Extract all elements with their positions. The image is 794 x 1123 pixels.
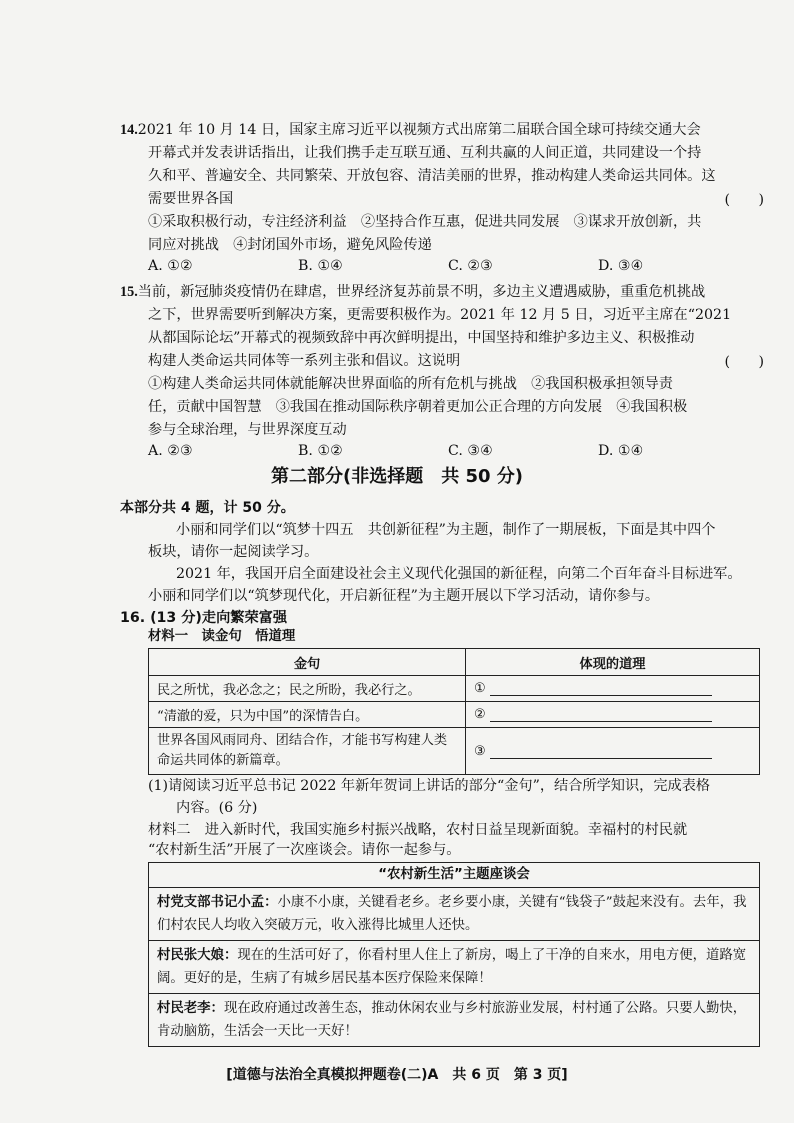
forum-title: “农村新生活”主题座谈会 (149, 863, 759, 888)
question-text-line: 当前，新冠肺炎疫情仍在肆虐，世界经济复苏前景不明，多边主义遭遇威胁，重重危机挑战 (137, 284, 706, 300)
table-row (149, 702, 760, 728)
table-row (149, 676, 760, 702)
answer-cell[interactable] (466, 676, 760, 702)
forum-speaker: 村民老李： (157, 1001, 224, 1016)
statement-line: 参与全球治理，与世界深度互动 (148, 422, 347, 438)
forum-text: 小康不小康，关键看老乡。老乡要小康，关键有“钱袋子”鼓起来没有。去年，我们村农民人均收入突破万元，收入涨得比城里人还快。 (157, 895, 747, 933)
statement-line: ①采取积极行动，专注经济利益 ②坚持合作互惠，促进共同发展 ③谋求开放创新，共 (148, 214, 702, 230)
section-title: 第二部分(非选择题 共 50 分) (270, 466, 524, 487)
section-intro: 本部分共 4 题，计 50 分。 (120, 500, 295, 516)
forum-text: 现在政府通过改善生态，推动休闲农业与乡村旅游业发展，村村通了公路。只要人勤快，肯动脑筋，生活会一天比一天好！ (157, 1001, 747, 1039)
answer-cell[interactable] (466, 702, 760, 728)
paragraph-line: 2021 年，我国开启全面建设社会主义现代化强国的新征程，向第二个百年奋斗目标进军。 (176, 566, 742, 582)
answer-parenthesis[interactable]: ( ) (724, 192, 764, 208)
question-text-line: 需要世界各国 (148, 191, 234, 207)
quote-cell: “清澈的爱，只为中国”的深情告白。 (149, 702, 466, 728)
forum-speaker: 村民张大娘： (157, 948, 238, 963)
answer-options (148, 258, 748, 274)
paragraph-line: 小丽和同学们以“筑梦现代化，开启新征程”为主题开展以下学习活动，请你参与。 (148, 588, 660, 604)
material-two-line: “农村新生活”开展了一次座谈会。请你一起参与。 (148, 842, 461, 858)
circled-number: ② (474, 707, 486, 722)
statement-line: 同应对挑战 ④封闭国外市场，避免风险传递 (148, 237, 432, 253)
question-16-heading: 16. (13 分)走向繁荣富强 (120, 610, 288, 626)
question-text-line: 构建人类命运共同体等一系列主张和倡议。这说明 (148, 353, 461, 369)
quote-cell: 民之所忧，我必念之；民之所盼，我必行之。 (149, 676, 466, 702)
table-header: 金句 (149, 649, 466, 676)
forum-entry (149, 994, 759, 1046)
option-c[interactable]: C. ③④ (448, 443, 493, 459)
question-text-line: 之下，世界需要听到解决方案，更需要积极作为。2021 年 12 月 5 日，习近平主席在“2021 (148, 307, 732, 323)
circled-number: ③ (474, 743, 486, 759)
forum-entry (149, 941, 759, 994)
paragraph-line: 小丽和同学们以“筑梦十四五 共创新征程”为主题，制作了一期展板，下面是其中四个 (176, 522, 716, 538)
option-a[interactable]: A. ①② (148, 258, 193, 274)
question-number: 15. (120, 284, 138, 300)
answer-cell[interactable] (466, 728, 760, 775)
quote-cell: 世界各国风雨同舟、团结合作，才能书写构建人类命运共同体的新篇章。 (149, 728, 466, 775)
question-number: 14. (120, 122, 138, 138)
question-text-line: 2021 年 10 月 14 日，国家主席习近平以视频方式出席第二届联合国全球可持续交通大会 (137, 122, 701, 138)
answer-parenthesis[interactable]: ( ) (724, 354, 764, 370)
forum-text: 现在的生活可好了，你看村里人住上了新房，喝上了干净的自来水，用电方便，道路宽阔。更好的是，生病了有城乡居民基本医疗保险来保障！ (157, 948, 747, 986)
page-footer: [道德与法治全真模拟押题卷(二)A 共 6 页 第 3 页] (226, 1067, 568, 1083)
option-c[interactable]: C. ②③ (448, 258, 493, 274)
answer-options (148, 443, 748, 459)
table-row (149, 728, 760, 775)
table-header: 体现的道理 (466, 649, 760, 676)
statement-line: 任，贡献中国智慧 ③我国在推动国际秩序朝着更加公正合理的方向发展 ④我国积极 (148, 399, 688, 415)
material-two-line: 材料二 进入新时代，我国实施乡村振兴战略，农村日益呈现新面貌。幸福村的村民就 (148, 822, 688, 838)
material-one-heading: 材料一 读金句 悟道理 (148, 629, 296, 644)
sub-question-line: 内容。(6 分) (176, 800, 258, 816)
forum-entry (149, 888, 759, 941)
question-text-line: 久和平、普遍安全、共同繁荣、开放包容、清洁美丽的世界，推动构建人类命运共同体。这 (148, 168, 716, 184)
circled-number: ① (474, 681, 486, 696)
answer-blank[interactable] (490, 744, 712, 759)
option-d[interactable]: D. ③④ (598, 258, 644, 274)
quote-table (148, 648, 760, 775)
option-d[interactable]: D. ①④ (598, 443, 644, 459)
answer-blank[interactable] (490, 681, 712, 696)
option-b[interactable]: B. ①④ (298, 258, 343, 274)
forum-box (148, 862, 760, 1047)
option-b[interactable]: B. ①② (298, 443, 343, 459)
paragraph-line: 板块，请你一起阅读学习。 (148, 544, 319, 560)
option-a[interactable]: A. ②③ (148, 443, 193, 459)
statement-line: ①构建人类命运共同体就能解决世界面临的所有危机与挑战 ②我国积极承担领导责 (148, 376, 673, 392)
question-text-line: 从都国际论坛”开幕式的视频致辞中再次鲜明提出，中国坚持和维护多边主义、积极推动 (148, 330, 695, 346)
sub-question-line: (1)请阅读习近平总书记 2022 年新年贺词上讲话的部分“金句”，结合所学知识，完成表格 (148, 778, 711, 794)
forum-speaker: 村党支部书记小孟： (157, 895, 278, 910)
answer-blank[interactable] (490, 707, 712, 722)
question-text-line: 开幕式并发表讲话指出，让我们携手走互联互通、互利共赢的人间正道，共同建设一个持 (148, 145, 702, 161)
